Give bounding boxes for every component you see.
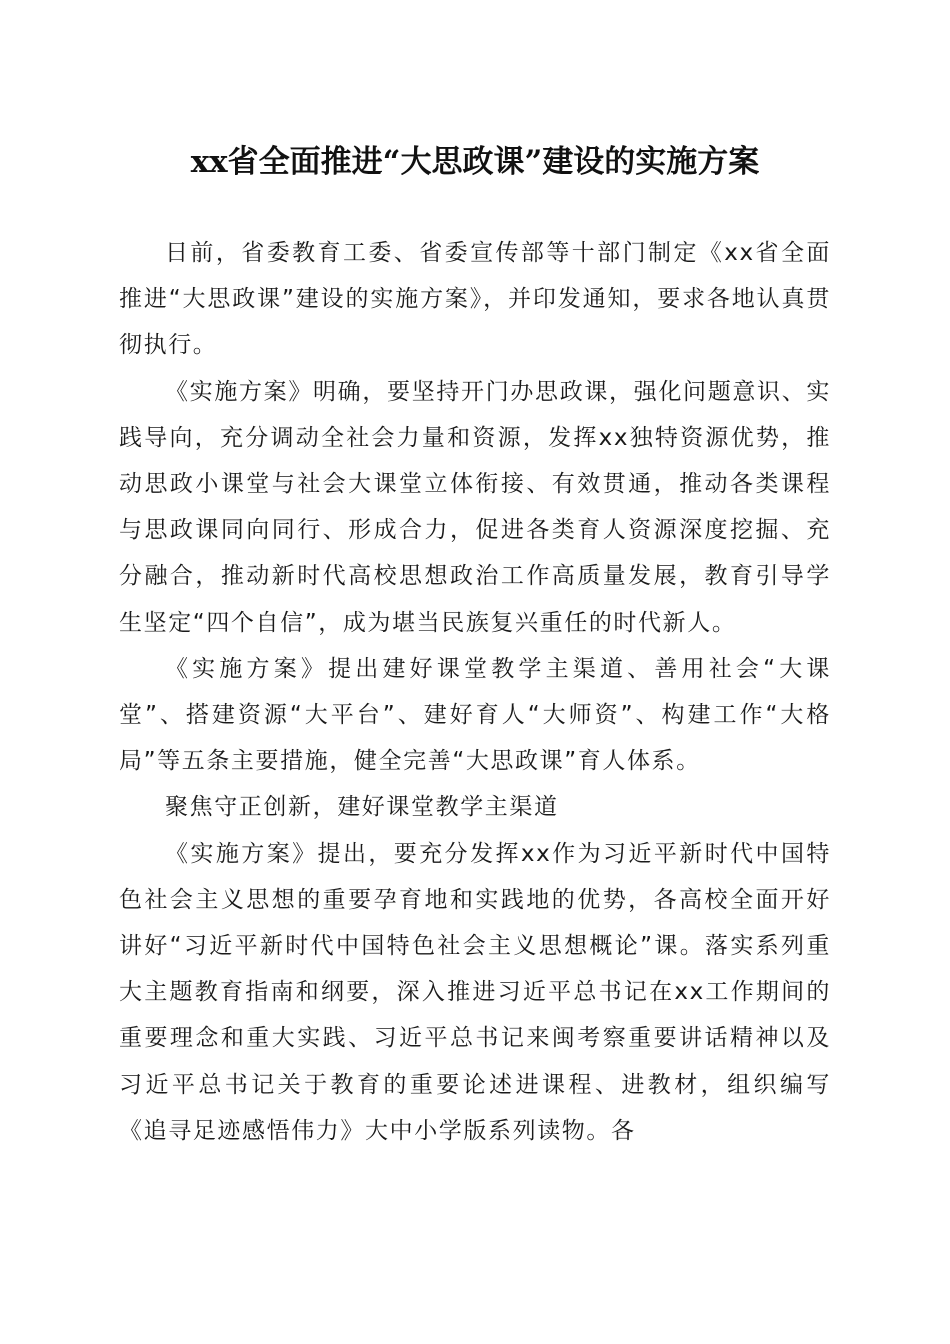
- paragraph-goals: 《实施方案》明确，要坚持开门办思政课，强化问题意识、实践导向，充分调动全社会力量和资源，发挥xx独特资源优势，推动思政小课堂与社会大课堂立体衔接、有效贯通，推动各类课程与思政课同向同行、形成合力，促进各类育人资源深度挖掘、充分融合，推动新时代高校思想政治工作高质量发展，教育引导学生坚定“四个自信”，成为堪当民族复兴重任的时代新人。: [119, 378, 831, 636]
- paragraph-classroom: 《实施方案》提出，要充分发挥xx作为习近平新时代中国特色社会主义思想的重要孕育地和实践地的优势，各高校全面开好讲好“习近平新时代中国特色社会主义思想概论”课。落实系列重大主题教育指南和纲要，深入推进习近平总书记在xx工作期间的重要理念和重大实践、习近平总书记来闽考察重要讲话精神以及习近平总书记关于教育的重要论述进课程、进教材，组织编写《追寻足迹感悟伟力》大中小学版系列读物。各: [119, 840, 831, 1144]
- section-heading: 聚焦守正创新，建好课堂教学主渠道: [165, 794, 559, 821]
- document-title: xx省全面推进“大思政课”建设的实施方案: [190, 144, 760, 180]
- paragraph-intro: 日前，省委教育工委、省委宣传部等十部门制定《xx省全面推进“大思政课”建设的实施方案》，并印发通知，要求各地认真贯彻执行。: [119, 240, 831, 359]
- document-body: [119, 230, 831, 1154]
- paragraph-measures: 《实施方案》提出建好课堂教学主渠道、善用社会“大课堂”、搭建资源“大平台”、建好育人“大师资”、构建工作“大格局”等五条主要措施，健全完善“大思政课”育人体系。: [119, 655, 831, 775]
